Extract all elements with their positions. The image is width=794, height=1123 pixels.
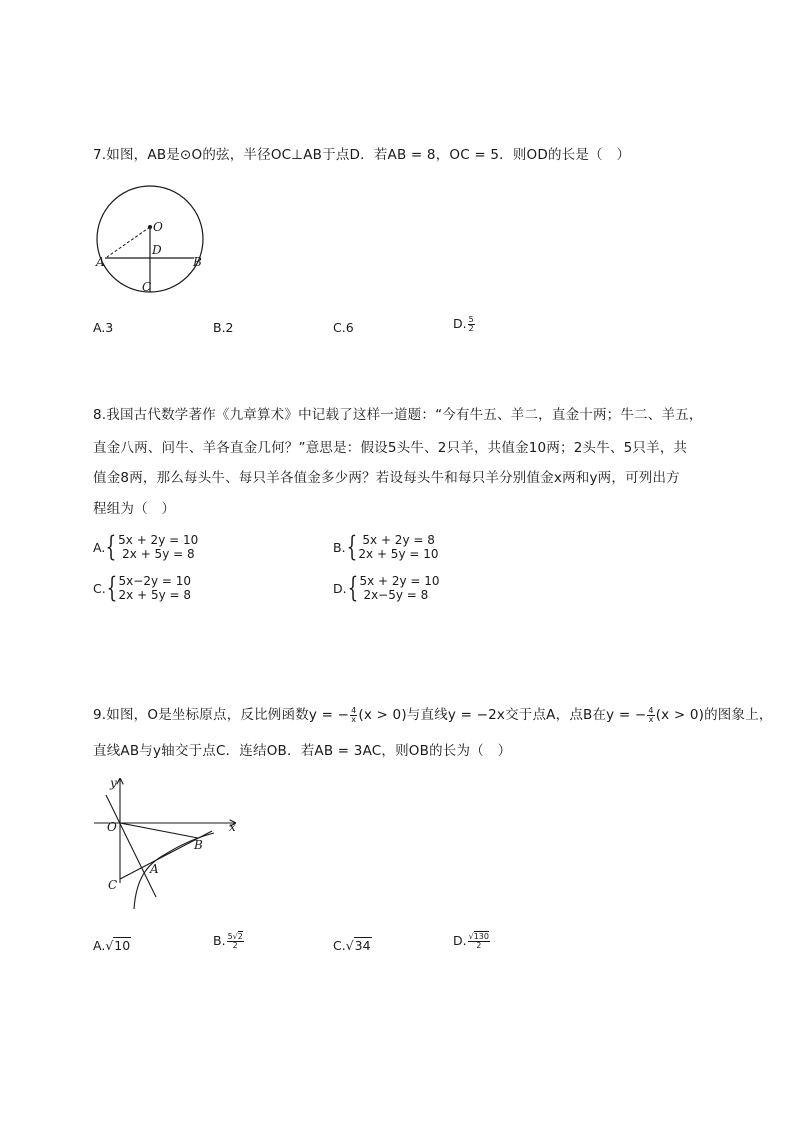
q8-option-a-prefix: A. (93, 539, 106, 555)
q8-line2: 直金八两、问牛、羊各直金几何？”意思是：假设5头牛、2只羊，共值金10两；2头牛、5只羊，共 (93, 440, 688, 456)
q7-option-a[interactable]: A.3 (93, 320, 114, 335)
label-o: O (153, 220, 163, 234)
q9-line1-part-a: 9.如图，O是坐标原点，反比例函数y = − (93, 707, 350, 723)
q9-fraction-2: $\frac{4}{x}$ (648, 705, 654, 724)
q9-option-a-prefix: A. (93, 938, 106, 953)
q8-option-b-prefix: B. (333, 539, 346, 555)
q8-c-eq2: 2x + 5y = 8 (118, 588, 192, 602)
q9-option-a-radicand: 10 (114, 938, 131, 953)
q9-label-b: B (194, 838, 203, 852)
q8-option-d-prefix: D. (333, 580, 347, 596)
q8-line3: 值金8两，那么每头牛、每只羊各值金多少两？若设每头牛和每只羊分别值金x两和y两，可列出方 (93, 470, 680, 486)
q9-option-d-prefix: D. (453, 933, 467, 948)
q8-d-eq1: 5x + 2y = 10 (359, 574, 440, 588)
q8-line1: 8.我国古代数学著作《九章算术》中记载了这样一道题：“今有牛五、羊二，直金十两；牛二、羊五， (93, 407, 703, 423)
q9-fraction-1: $\frac{4}{x}$ (351, 705, 357, 724)
q9-label-x: x (229, 820, 236, 834)
q8-option-c[interactable]: C. { 5x−2y = 10 2x + 5y = 8 (93, 571, 192, 604)
q9-option-b-fraction: $\frac{5√2}{2}$ (227, 932, 243, 950)
q8-option-d[interactable]: D. { 5x + 2y = 10 2x−5y = 8 (333, 571, 440, 604)
center-point (148, 225, 152, 229)
q7-option-d-fraction: $\frac{5}{2}$ (468, 315, 474, 333)
q9-option-c[interactable]: C.√34 (333, 938, 371, 953)
q8-d-eq2: 2x−5y = 8 (363, 588, 429, 602)
q7-option-b[interactable]: B.2 (213, 320, 234, 335)
q9-label-o: O (107, 820, 117, 834)
q7-option-d-prefix: D. (453, 316, 467, 331)
q9-option-a[interactable]: A.√10 (93, 938, 131, 953)
q9-label-c: C (108, 878, 118, 892)
q9-line1-part-c: (x > 0)的图象上， (655, 707, 773, 723)
segment-oa-dashed (107, 227, 150, 257)
q8-option-c-prefix: C. (93, 580, 106, 596)
q8-option-b[interactable]: B. { 5x + 2y = 8 2x + 5y = 10 (333, 530, 439, 563)
q9-option-c-prefix: C. (333, 938, 346, 953)
q8-c-eq1: 5x−2y = 10 (118, 574, 192, 588)
q8-b-eq2: 2x + 5y = 10 (358, 547, 439, 561)
q8-option-a[interactable]: A. { 5x + 2y = 10 2x + 5y = 8 (93, 530, 199, 563)
q9-label-a: A (150, 862, 159, 876)
q9-line2: 直线AB与y轴交于点C．连结OB．若AB = 3AC，则OB的长为（ ） (93, 743, 512, 759)
segment-ob (120, 823, 198, 838)
q9-coordinate-figure (90, 775, 250, 915)
label-c: C (142, 280, 152, 294)
q9-line1 (93, 703, 773, 724)
q9-option-d-fraction: $\frac{√130}{2}$ (468, 932, 489, 950)
q9-option-b-prefix: B. (213, 933, 226, 948)
q9-option-d[interactable] (453, 933, 491, 950)
q8-a-eq2: 2x + 5y = 8 (122, 547, 195, 561)
q9-option-b[interactable] (213, 933, 245, 950)
q9-option-c-radicand: 34 (354, 938, 371, 953)
label-b: B (193, 255, 202, 269)
label-a: A (96, 255, 105, 269)
q8-b-eq1: 5x + 2y = 8 (362, 533, 435, 547)
q9-label-y: y (110, 776, 117, 790)
q7-stem: 7.如图，AB是⊙O的弦，半径OC⊥AB于点D．若AB = 8，OC = 5．则OD的长是（ ） (93, 147, 631, 163)
q7-option-c[interactable]: C.6 (333, 320, 354, 335)
q7-option-d[interactable] (453, 316, 476, 333)
q9-line1-part-b: (x > 0)与直线y = −2x交于点A，点B在y = − (358, 707, 647, 723)
q8-line4: 程组为（ ） (93, 501, 176, 517)
q7-circle-figure (88, 170, 218, 300)
q8-a-eq1: 5x + 2y = 10 (118, 533, 199, 547)
label-d: D (152, 243, 162, 257)
